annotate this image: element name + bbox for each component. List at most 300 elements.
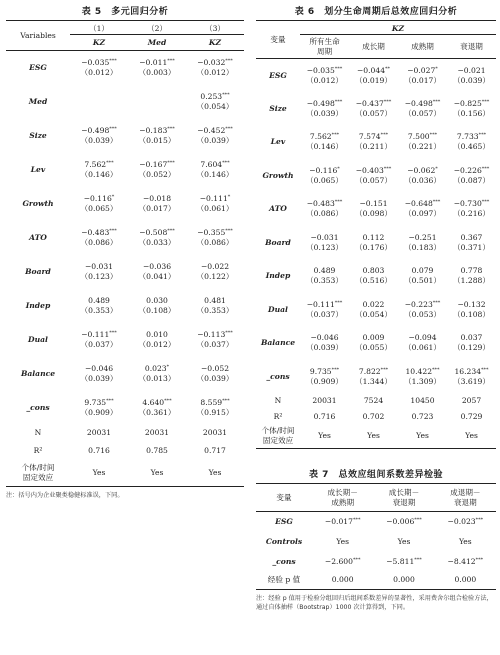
coef-cell	[186, 85, 244, 119]
t6-colhead: 成长期	[362, 41, 385, 51]
coef-value: −0.006	[386, 516, 415, 526]
coef-cell	[70, 187, 128, 221]
coef-cell	[128, 153, 186, 187]
sig-stars: ***	[222, 159, 230, 166]
coef-value: 16.234	[454, 366, 482, 376]
row-var: Board	[265, 237, 291, 247]
coef-cell	[300, 126, 349, 160]
sig-stars: *	[111, 193, 115, 200]
coef-value: −0.018	[142, 193, 172, 203]
table-row	[6, 187, 244, 221]
coef-cell	[398, 327, 447, 361]
row-var: ESG	[29, 62, 47, 72]
row-var: Indep	[25, 300, 51, 310]
coef-value: −0.498	[81, 125, 110, 135]
std-error: （0.909）	[306, 376, 343, 386]
std-error: （0.915）	[196, 407, 234, 417]
table-row	[256, 226, 496, 260]
coef-cell	[186, 119, 244, 153]
coef-value: −0.111	[199, 193, 228, 203]
std-error: （0.465）	[453, 142, 490, 152]
coef-value: −0.046	[310, 333, 339, 343]
std-error: （0.039）	[80, 373, 118, 383]
t6-n: 2057	[461, 396, 482, 405]
sig-stars: ***	[109, 125, 117, 132]
table6	[256, 20, 496, 449]
std-error: （0.086）	[306, 209, 343, 219]
std-error: （0.012）	[306, 75, 343, 85]
t6-var-header: 变量	[256, 21, 300, 59]
std-error: （0.017）	[404, 75, 441, 85]
sig-stars: ***	[429, 132, 438, 139]
sig-stars: ***	[331, 366, 340, 373]
coef-cell	[186, 357, 244, 391]
coef-cell	[70, 255, 128, 289]
coef-cell	[186, 289, 244, 323]
fe-label-line: 固定效应	[22, 473, 54, 483]
row-var: Size	[29, 130, 47, 140]
table-row	[6, 323, 244, 357]
sig-stars: ***	[334, 199, 343, 206]
row-var: Size	[269, 103, 287, 113]
coef-cell	[312, 512, 373, 532]
t5-fe: Yes	[92, 468, 106, 478]
t7-p: 0.000	[393, 575, 415, 585]
sig-stars: ***	[478, 132, 487, 139]
coef-value: −0.116	[309, 165, 338, 175]
std-error: （0.087）	[453, 175, 490, 185]
std-error: （0.065）	[306, 175, 343, 185]
t5-var-header: Variables	[6, 21, 70, 51]
coef-value: −0.226	[453, 165, 482, 175]
coef-cell	[300, 159, 349, 193]
t5-n: 20031	[86, 428, 112, 437]
table-row	[6, 85, 244, 119]
coef-value: −0.116	[83, 193, 112, 203]
coef-cell	[349, 92, 398, 126]
coef-cell	[447, 159, 496, 193]
coef-cell	[349, 226, 398, 260]
coef-cell	[447, 293, 496, 327]
t6-fe-label	[256, 425, 300, 449]
coef-value: 0.079	[411, 266, 434, 276]
coef-value: −0.437	[355, 98, 384, 108]
coef-value: Yes	[397, 536, 411, 546]
coef-value: −0.648	[404, 199, 433, 209]
t6-dep: KZ	[300, 21, 496, 35]
sig-stars: ***	[225, 227, 233, 234]
coef-value: Yes	[458, 536, 472, 546]
table-row	[256, 327, 496, 361]
std-error: （0.039）	[306, 108, 343, 118]
coef-value: −0.022	[200, 261, 230, 271]
row-var: ESG	[269, 70, 287, 80]
t7-colhead	[373, 484, 434, 512]
std-error: （0.053）	[404, 309, 441, 319]
table-row	[6, 51, 244, 85]
coef-cell	[373, 552, 434, 572]
t5-colnum: （3）	[186, 21, 244, 35]
row-var: _cons	[266, 371, 290, 381]
coef-cell	[186, 51, 244, 85]
coef-cell	[128, 187, 186, 221]
std-error: （0.013）	[138, 373, 176, 383]
t5-n: 20031	[202, 428, 228, 437]
coef-cell	[435, 512, 496, 532]
std-error: （0.176）	[355, 242, 392, 252]
coef-value: 7.562	[84, 159, 107, 169]
sig-stars: ***	[334, 65, 343, 72]
std-error: （0.086）	[196, 237, 234, 247]
coef-cell	[70, 153, 128, 187]
coef-value: −0.044	[356, 65, 386, 75]
std-error: （0.146）	[306, 142, 343, 152]
t5-colnum: （2）	[128, 21, 186, 35]
std-error: （0.156）	[453, 108, 490, 118]
table7-note	[256, 594, 496, 612]
colhead-line: 所有生命	[309, 36, 340, 46]
row-var: Controls	[265, 536, 303, 546]
coef-value: −0.094	[408, 333, 437, 343]
coef-cell	[398, 260, 447, 294]
row-var: Dual	[268, 304, 288, 314]
coef-cell	[447, 59, 496, 93]
coef-cell	[70, 51, 128, 85]
coef-value: −0.032	[197, 57, 226, 67]
coef-cell	[447, 126, 496, 160]
coef-cell	[128, 221, 186, 255]
coef-cell	[70, 289, 128, 323]
coef-value: 4.640	[142, 397, 165, 407]
t6-fe: Yes	[465, 431, 478, 441]
sig-stars: ***	[106, 159, 114, 166]
row-var: _cons	[272, 556, 296, 566]
coef-cell	[349, 159, 398, 193]
coef-value: 8.559	[200, 397, 223, 407]
std-error: （0.098）	[355, 209, 392, 219]
coef-cell	[70, 323, 128, 357]
sig-stars: ***	[475, 556, 484, 563]
sig-stars: ***	[109, 57, 117, 64]
coef-cell	[128, 323, 186, 357]
row-var: Med	[28, 96, 48, 106]
std-error: （0.516）	[355, 276, 392, 286]
t5-r2: 0.785	[146, 446, 168, 455]
std-error: （0.017）	[138, 203, 176, 213]
sig-stars: ***	[167, 159, 175, 166]
fe-label-line: 固定效应	[262, 436, 294, 446]
t6-n: 20031	[312, 396, 337, 405]
row-var: Balance	[260, 338, 296, 348]
t7-var-header: 变量	[276, 492, 292, 502]
std-error: （0.183）	[404, 242, 441, 252]
coef-value: −0.730	[453, 199, 482, 209]
std-error: （0.012）	[138, 339, 176, 349]
std-error: （0.353）	[196, 305, 234, 315]
coef-cell	[300, 260, 349, 294]
colhead-line: 成熟期	[331, 497, 355, 507]
t6-r2: 0.723	[411, 411, 434, 421]
coef-cell	[373, 512, 434, 532]
coef-value: 0.481	[204, 295, 226, 305]
std-error: （0.909）	[80, 407, 118, 417]
note-line: 注：经验 p 值用于检验分组回归后组间系数差异的显著性，采用费舍尔组合检验方法，	[256, 595, 493, 602]
table-row	[256, 193, 496, 227]
coef-cell	[373, 532, 434, 552]
t6-r2: 0.729	[460, 411, 483, 421]
t6-r2: 0.702	[362, 411, 385, 421]
row-var: Balance	[20, 368, 56, 378]
coef-cell	[70, 221, 128, 255]
std-error: （0.361）	[138, 407, 176, 417]
coef-value: Yes	[336, 536, 350, 546]
coef-value: −0.011	[139, 57, 168, 67]
coef-cell	[300, 92, 349, 126]
coef-cell	[312, 532, 373, 552]
std-error: （0.065）	[80, 203, 118, 213]
std-error: （0.037）	[80, 339, 118, 349]
coef-cell	[300, 293, 349, 327]
std-error: （0.036）	[404, 175, 441, 185]
coef-value: −0.452	[197, 125, 226, 135]
coef-value: 0.489	[313, 266, 336, 276]
sig-stars: ***	[383, 98, 392, 105]
table-row	[256, 532, 496, 552]
coef-value: 0.253	[200, 91, 223, 101]
t5-r2: 0.717	[204, 446, 226, 455]
std-error: （0.501）	[404, 276, 441, 286]
coef-cell	[447, 327, 496, 361]
colhead-line: 衰退期	[392, 497, 416, 507]
std-error: （0.216）	[453, 209, 490, 219]
coef-value: −0.508	[139, 227, 168, 237]
coef-value: 7.822	[358, 366, 381, 376]
coef-cell	[186, 153, 244, 187]
coef-value: −0.035	[81, 57, 110, 67]
sig-stars: ***	[475, 516, 484, 523]
colhead-line: 周期	[316, 46, 333, 56]
coef-cell	[398, 159, 447, 193]
coef-cell	[398, 92, 447, 126]
std-error: （1.288）	[453, 276, 490, 286]
t5-fe-label	[6, 461, 70, 487]
std-error: （0.052）	[138, 169, 176, 179]
t7-p-label: 经验 p 值	[267, 575, 301, 585]
row-var: Dual	[28, 334, 48, 344]
t6-n-label: N	[274, 396, 282, 405]
std-error: （0.086）	[80, 237, 118, 247]
t5-dep: KZ	[208, 37, 222, 47]
t6-r2-label: R²	[273, 411, 283, 421]
coef-value: 0.009	[362, 333, 385, 343]
t6-fe: Yes	[318, 431, 331, 441]
std-error: （0.039）	[306, 343, 343, 353]
coef-cell	[186, 391, 244, 425]
coef-cell	[70, 357, 128, 391]
t5-dep: KZ	[92, 37, 106, 47]
coef-cell	[398, 226, 447, 260]
t6-n: 10450	[410, 396, 435, 405]
coef-cell	[398, 59, 447, 93]
table-row	[256, 512, 496, 532]
std-error: （0.041）	[138, 271, 176, 281]
std-error: （0.146）	[196, 169, 234, 179]
coef-cell	[435, 552, 496, 572]
t6-fe: Yes	[367, 431, 380, 441]
coef-cell	[398, 126, 447, 160]
sig-stars: ***	[222, 91, 230, 98]
sig-stars: ***	[164, 397, 172, 404]
sig-stars: ***	[225, 329, 233, 336]
coef-cell	[128, 357, 186, 391]
coef-cell	[349, 360, 398, 394]
coef-value: −0.132	[457, 299, 486, 309]
coef-value: −0.031	[84, 261, 114, 271]
table-row	[6, 391, 244, 425]
coef-value: 7.574	[358, 132, 381, 142]
coef-value: −0.017	[324, 516, 353, 526]
table5-panel	[6, 4, 244, 500]
row-var: Growth	[22, 198, 54, 208]
sig-stars: ***	[432, 199, 441, 206]
std-error: （0.146）	[80, 169, 118, 179]
coef-value: 7.604	[200, 159, 223, 169]
t7-p: 0.000	[331, 575, 354, 585]
t5-n-label: N	[34, 428, 42, 437]
coef-value: −0.111	[81, 329, 110, 339]
table6-title: 表 6 划分生命周期后总效应回归分析	[294, 7, 458, 17]
coef-value: −0.027	[407, 65, 436, 75]
table-row	[256, 92, 496, 126]
row-var: Lev	[30, 164, 46, 174]
coef-value: −0.023	[447, 516, 476, 526]
sig-stars: ***	[481, 199, 490, 206]
coef-value: −0.498	[306, 98, 335, 108]
sig-stars: ***	[352, 556, 361, 563]
table-row	[6, 153, 244, 187]
row-var: Indep	[265, 271, 291, 281]
sig-stars: ***	[225, 57, 233, 64]
sig-stars: ***	[481, 366, 489, 373]
sig-stars: ***	[334, 98, 343, 105]
std-error: （0.015）	[138, 135, 176, 145]
coef-cell	[447, 260, 496, 294]
std-error: （1.344）	[355, 376, 392, 386]
coef-cell	[300, 327, 349, 361]
std-error: （0.057）	[355, 108, 392, 118]
coef-value: 10.422	[405, 366, 433, 376]
coef-value: −0.036	[142, 261, 172, 271]
t5-r2-label: R²	[33, 446, 43, 455]
coef-value: 0.037	[460, 333, 483, 343]
coef-value: −0.483	[306, 199, 335, 209]
coef-cell	[300, 360, 349, 394]
table-row	[256, 360, 496, 394]
coef-cell	[398, 193, 447, 227]
std-error: （0.123）	[80, 271, 118, 281]
row-var: Lev	[270, 137, 286, 147]
std-error: （0.221）	[404, 142, 441, 152]
std-error: （0.211）	[355, 142, 392, 152]
sig-stars: **	[385, 65, 391, 72]
t7-colhead	[312, 484, 373, 512]
coef-value: 7.733	[456, 132, 479, 142]
sig-stars: *	[166, 363, 170, 370]
coef-cell	[186, 221, 244, 255]
coef-value: −0.498	[404, 98, 433, 108]
coef-cell	[300, 59, 349, 93]
std-error: （0.039）	[196, 135, 234, 145]
table-row	[256, 293, 496, 327]
sig-stars: ***	[109, 329, 117, 336]
t6-colhead: 衰退期	[460, 41, 483, 51]
coef-value: −8.412	[447, 556, 476, 566]
row-var: ESG	[275, 516, 293, 526]
std-error: （0.055）	[355, 343, 392, 353]
coef-cell	[447, 193, 496, 227]
t5-colnum: （1）	[70, 21, 128, 35]
std-error: （1.309）	[404, 376, 441, 386]
coef-value: −0.167	[139, 159, 168, 169]
row-var: Board	[25, 266, 51, 276]
coef-value: −0.035	[306, 65, 335, 75]
sig-stars: ***	[380, 366, 389, 373]
coef-cell	[128, 85, 186, 119]
coef-cell	[128, 119, 186, 153]
coef-cell	[447, 360, 496, 394]
std-error: （0.037）	[306, 309, 343, 319]
row-var: _cons	[26, 402, 50, 412]
row-var: Growth	[262, 170, 294, 180]
coef-cell	[186, 323, 244, 357]
coef-value: 7.500	[407, 132, 430, 142]
t5-r2: 0.716	[88, 446, 110, 455]
std-error: （0.057）	[404, 108, 441, 118]
std-error: （0.037）	[196, 339, 234, 349]
t6-r2: 0.716	[313, 411, 336, 421]
coef-value: −0.046	[84, 363, 114, 373]
t6-colhead	[300, 35, 349, 59]
coef-value: −0.355	[197, 227, 226, 237]
table-row	[256, 59, 496, 93]
coef-cell	[398, 293, 447, 327]
coef-cell	[312, 552, 373, 572]
coef-value: −0.403	[355, 165, 384, 175]
table-row	[256, 552, 496, 572]
table-row	[6, 221, 244, 255]
sig-stars: *	[435, 65, 438, 72]
std-error: （0.039）	[196, 373, 234, 383]
coef-value: 0.112	[362, 232, 385, 242]
t6-colhead: 成熟期	[411, 41, 434, 51]
sig-stars: ***	[222, 397, 230, 404]
coef-value: −0.031	[310, 232, 339, 242]
coef-value: 0.023	[144, 363, 167, 373]
sig-stars: ***	[167, 227, 175, 234]
colhead-line: 成长期－	[388, 487, 420, 497]
std-error: （0.012）	[196, 67, 234, 77]
coef-value: 9.735	[84, 397, 107, 407]
coef-cell	[70, 119, 128, 153]
coef-cell	[128, 255, 186, 289]
table5-title: 表 5 多元回归分析	[81, 7, 169, 17]
coef-value: 0.489	[88, 295, 110, 305]
std-error: （0.108）	[453, 309, 490, 319]
std-error: （0.039）	[80, 135, 118, 145]
sig-stars: ***	[432, 299, 441, 306]
table-row	[6, 289, 244, 323]
sig-stars: *	[337, 165, 340, 172]
